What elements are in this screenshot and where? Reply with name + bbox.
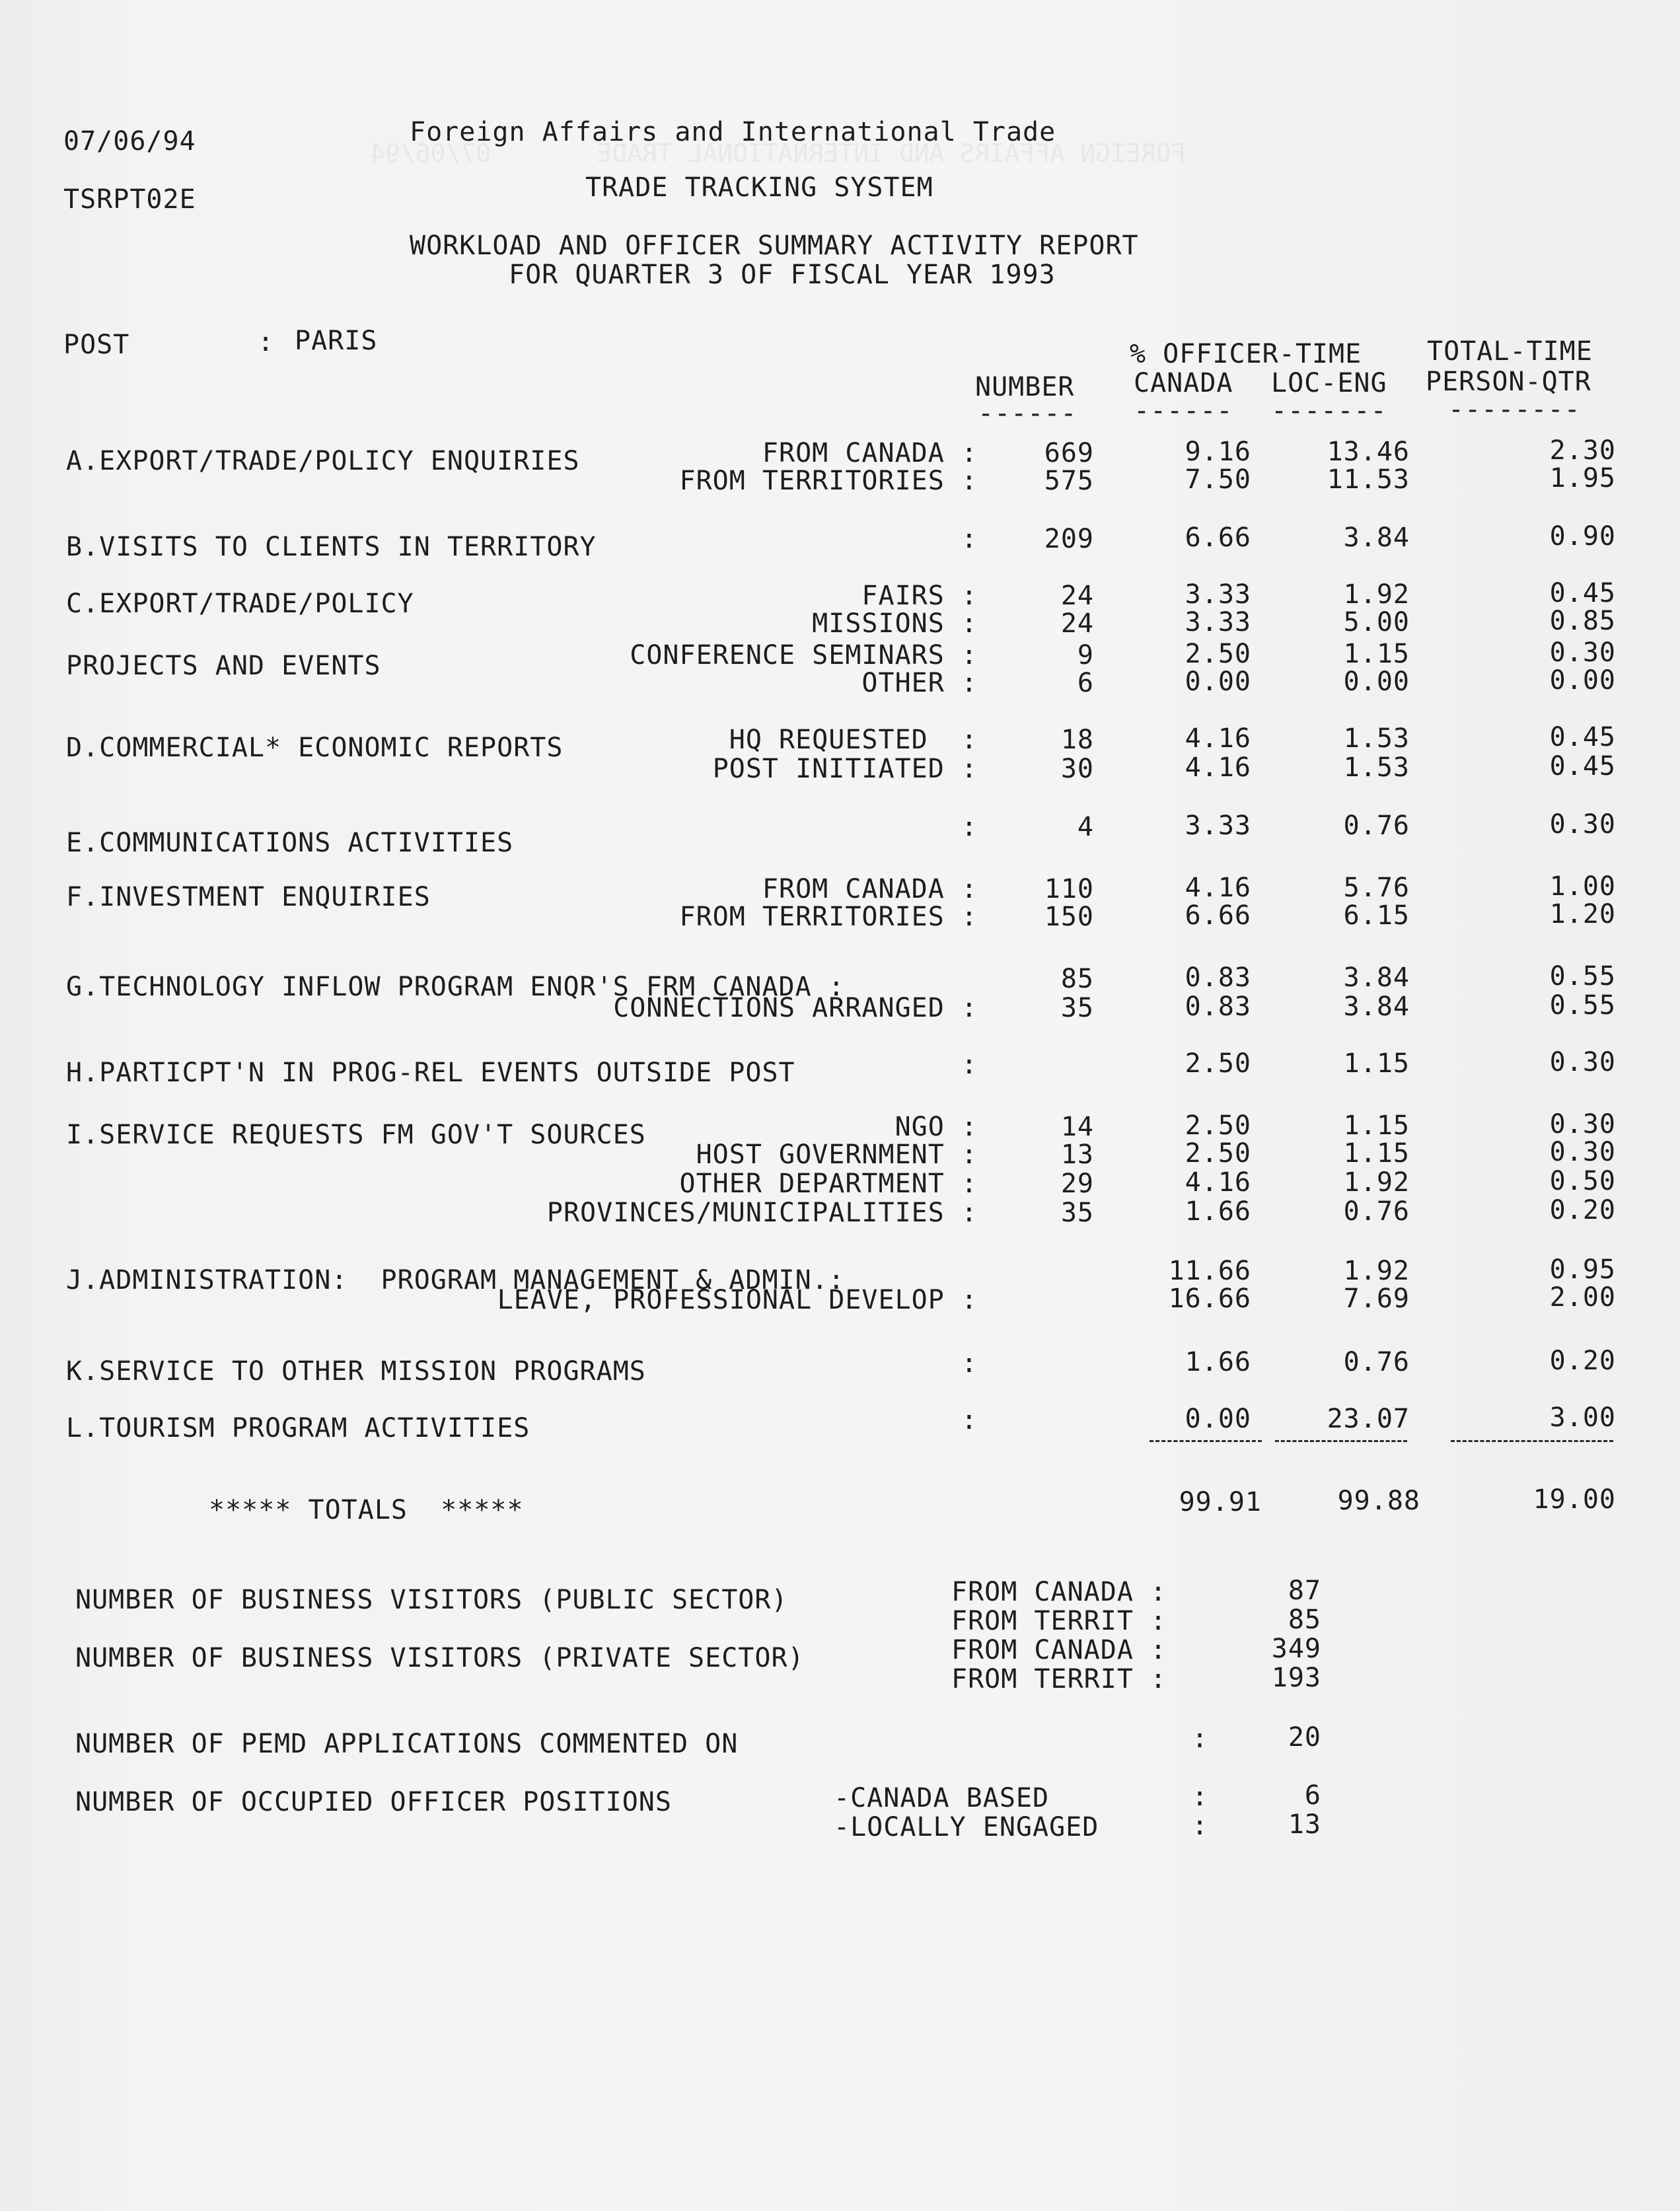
row-loc-eng-pct: 5.00 — [1343, 607, 1410, 637]
canada-based-value: 6 — [1304, 1780, 1321, 1811]
public-from-canada: FROM CANADA : — [951, 1577, 1167, 1607]
row-person-qtr: 1.00 — [1549, 871, 1616, 902]
private-visitors-label: NUMBER OF BUSINESS VISITORS (PRIVATE SECTOR) — [75, 1643, 805, 1673]
row-sub-label: FAIRS : — [861, 581, 978, 611]
totals-loc-eng: 99.88 — [1337, 1486, 1420, 1516]
row-canada-pct: 3.33 — [1185, 811, 1251, 841]
row-person-qtr: 1.20 — [1549, 899, 1616, 929]
row-canada-pct: 4.16 — [1185, 752, 1251, 783]
public-canada-value: 87 — [1288, 1576, 1321, 1606]
row-loc-eng-pct: 3.84 — [1343, 523, 1410, 553]
public-from-territ: FROM TERRIT : — [951, 1606, 1167, 1636]
row-canada-pct: 11.66 — [1168, 1256, 1251, 1286]
row-canada-pct: 3.33 — [1185, 579, 1251, 610]
pemd-label: NUMBER OF PEMD APPLICATIONS COMMENTED ON — [75, 1729, 739, 1759]
row-canada-pct: 7.50 — [1185, 464, 1251, 495]
row-person-qtr: 0.30 — [1549, 1047, 1616, 1077]
row-sub-label: : — [961, 1050, 978, 1080]
row-sub-label: PROVINCES/MUNICIPALITIES : — [546, 1198, 978, 1228]
row-number: 24 — [1060, 581, 1094, 611]
row-person-qtr: 0.85 — [1549, 606, 1616, 636]
row-section-label: A.EXPORT/TRADE/POLICY ENQUIRIES — [66, 446, 580, 476]
row-number: 575 — [1044, 466, 1094, 496]
row-section-label: B.VISITS TO CLIENTS IN TERRITORY — [66, 532, 597, 562]
col-loceng-rule: ------- — [1271, 396, 1387, 426]
col-number: NUMBER — [975, 372, 1075, 402]
locally-engaged-separator: : — [1192, 1811, 1209, 1841]
row-loc-eng-pct: 1.15 — [1343, 639, 1410, 669]
col-loc-eng: LOC-ENG — [1271, 368, 1387, 398]
row-loc-eng-pct: 7.69 — [1343, 1284, 1410, 1314]
row-loc-eng-pct: 23.07 — [1327, 1404, 1410, 1434]
row-canada-pct: 4.16 — [1185, 723, 1251, 754]
row-canada-pct: 6.66 — [1185, 900, 1251, 931]
row-canada-pct: 2.50 — [1185, 1138, 1251, 1169]
row-number: 29 — [1060, 1169, 1094, 1199]
row-number: 110 — [1044, 874, 1094, 904]
total-rule-personqtr — [1451, 1440, 1613, 1442]
row-sub-label: : — [961, 1405, 978, 1435]
private-canada-value: 349 — [1271, 1634, 1321, 1664]
row-canada-pct: 6.66 — [1185, 523, 1251, 553]
row-canada-pct: 1.66 — [1185, 1347, 1251, 1377]
row-person-qtr: 0.45 — [1549, 722, 1616, 752]
row-loc-eng-pct: 1.15 — [1343, 1138, 1410, 1169]
row-section-label: D.COMMERCIAL* ECONOMIC REPORTS — [66, 733, 564, 763]
row-sub-label: OTHER : — [861, 668, 978, 698]
row-sub-label: POST INITIATED : — [712, 754, 978, 784]
row-sub-label: CONNECTIONS ARRANGED : — [613, 993, 978, 1023]
row-canada-pct: 4.16 — [1185, 1167, 1251, 1198]
row-canada-pct: 0.00 — [1185, 667, 1251, 697]
row-loc-eng-pct: 0.76 — [1343, 1196, 1410, 1227]
col-officer-time: % OFFICER-TIME — [1130, 339, 1362, 369]
row-person-qtr: 0.30 — [1549, 1137, 1616, 1167]
row-person-qtr: 0.45 — [1549, 578, 1616, 608]
row-number: 4 — [1077, 812, 1094, 842]
row-number: 14 — [1060, 1112, 1094, 1142]
row-person-qtr: 3.00 — [1549, 1402, 1616, 1433]
total-rule-canada — [1150, 1440, 1262, 1442]
row-loc-eng-pct: 1.15 — [1343, 1110, 1410, 1141]
row-canada-pct: 3.33 — [1185, 607, 1251, 637]
row-person-qtr: 0.20 — [1549, 1195, 1616, 1225]
row-number: 35 — [1060, 993, 1094, 1023]
total-rule-loceng — [1275, 1440, 1407, 1442]
row-canada-pct: 0.83 — [1185, 962, 1251, 993]
col-person-qtr: PERSON-QTR — [1426, 367, 1591, 397]
post-separator: : — [258, 327, 275, 357]
row-person-qtr: 0.30 — [1549, 1109, 1616, 1140]
row-loc-eng-pct: 0.76 — [1343, 811, 1410, 841]
private-from-canada: FROM CANADA : — [951, 1635, 1167, 1665]
system-name: TRADE TRACKING SYSTEM — [585, 172, 933, 203]
row-section-label: PROJECTS AND EVENTS — [66, 651, 381, 681]
row-person-qtr: 1.95 — [1549, 463, 1616, 493]
department-name: Foreign Affairs and International Trade — [410, 117, 1056, 147]
report-id: TSRPT02E — [63, 184, 196, 215]
private-territ-value: 193 — [1271, 1663, 1321, 1693]
row-loc-eng-pct: 1.92 — [1343, 1167, 1410, 1198]
row-person-qtr: 2.30 — [1549, 435, 1616, 466]
row-loc-eng-pct: 3.84 — [1343, 992, 1410, 1022]
row-person-qtr: 0.55 — [1549, 990, 1616, 1021]
row-section-label: J.ADMINISTRATION: PROGRAM MANAGEMENT & ADMIN.: — [66, 1265, 845, 1295]
row-canada-pct: 16.66 — [1168, 1284, 1251, 1314]
row-loc-eng-pct: 1.15 — [1343, 1048, 1410, 1079]
row-canada-pct: 2.50 — [1185, 1110, 1251, 1141]
totals-person-qtr: 19.00 — [1533, 1484, 1616, 1515]
row-number: 85 — [1060, 964, 1094, 994]
row-number: 6 — [1077, 668, 1094, 698]
canada-based-separator: : — [1192, 1782, 1209, 1812]
col-personqtr-rule: -------- — [1448, 394, 1581, 425]
row-person-qtr: 0.55 — [1549, 961, 1616, 992]
row-sub-label: FROM CANADA : — [762, 874, 978, 904]
row-sub-label: FROM CANADA : — [762, 438, 978, 468]
row-canada-pct: 0.00 — [1185, 1404, 1251, 1434]
locally-engaged-label: -LOCALLY ENGAGED — [834, 1812, 1099, 1842]
col-number-rule: ------ — [978, 398, 1077, 429]
row-number: 13 — [1060, 1140, 1094, 1170]
row-section-label: F.INVESTMENT ENQUIRIES — [66, 882, 431, 912]
row-number: 9 — [1077, 640, 1094, 671]
locally-engaged-value: 13 — [1288, 1809, 1321, 1840]
row-sub-label: LEAVE, PROFESSIONAL DEVELOP : — [497, 1285, 978, 1315]
row-number: 150 — [1044, 902, 1094, 932]
row-person-qtr: 2.00 — [1549, 1282, 1616, 1313]
row-canada-pct: 0.83 — [1185, 992, 1251, 1022]
row-number: 35 — [1060, 1198, 1094, 1228]
pemd-value: 20 — [1288, 1722, 1321, 1753]
row-loc-eng-pct: 11.53 — [1327, 464, 1410, 495]
public-visitors-label: NUMBER OF BUSINESS VISITORS (PUBLIC SECTOR) — [75, 1585, 788, 1615]
col-canada: CANADA — [1134, 368, 1233, 398]
row-loc-eng-pct: 6.15 — [1343, 900, 1410, 931]
row-sub-label: HQ REQUESTED : — [729, 725, 978, 755]
row-loc-eng-pct: 1.92 — [1343, 1256, 1410, 1286]
totals-label: ***** TOTALS ***** — [209, 1495, 524, 1525]
row-sub-label: NGO : — [895, 1112, 978, 1142]
row-person-qtr: 0.45 — [1549, 751, 1616, 781]
row-canada-pct: 9.16 — [1185, 437, 1251, 467]
row-loc-eng-pct: 3.84 — [1343, 962, 1410, 993]
row-section-label: C.EXPORT/TRADE/POLICY — [66, 589, 414, 619]
row-number: 30 — [1060, 754, 1094, 784]
row-canada-pct: 1.66 — [1185, 1196, 1251, 1227]
row-person-qtr: 0.90 — [1549, 521, 1616, 552]
canada-based-label: -CANADA BASED — [834, 1783, 1050, 1813]
row-sub-label: FROM TERRITORIES : — [679, 902, 978, 932]
row-section-label: L.TOURISM PROGRAM ACTIVITIES — [66, 1413, 530, 1443]
row-section-label: H.PARTICPT'N IN PROG-REL EVENTS OUTSIDE POST — [66, 1058, 795, 1088]
row-loc-eng-pct: 13.46 — [1327, 437, 1410, 467]
positions-label: NUMBER OF OCCUPIED OFFICER POSITIONS — [75, 1787, 672, 1817]
row-sub-label: CONFERENCE SEMINARS : — [630, 640, 978, 671]
report-subtitle: FOR QUARTER 3 OF FISCAL YEAR 1993 — [509, 260, 1056, 290]
row-loc-eng-pct: 5.76 — [1343, 873, 1410, 903]
row-loc-eng-pct: 0.00 — [1343, 667, 1410, 697]
row-person-qtr: 0.95 — [1549, 1254, 1616, 1285]
row-sub-label: : — [961, 1348, 978, 1379]
row-section-label: I.SERVICE REQUESTS FM GOV'T SOURCES — [66, 1120, 646, 1150]
row-canada-pct: 4.16 — [1185, 873, 1251, 903]
row-loc-eng-pct: 0.76 — [1343, 1347, 1410, 1377]
row-number: 669 — [1044, 438, 1094, 468]
private-from-territ: FROM TERRIT : — [951, 1664, 1167, 1694]
row-sub-label: FROM TERRITORIES : — [679, 466, 978, 496]
public-territ-value: 85 — [1288, 1605, 1321, 1635]
row-sub-label: : — [961, 812, 978, 842]
row-loc-eng-pct: 1.53 — [1343, 752, 1410, 783]
row-person-qtr: 0.30 — [1549, 637, 1616, 668]
row-canada-pct: 2.50 — [1185, 1048, 1251, 1079]
row-sub-label: OTHER DEPARTMENT : — [679, 1169, 978, 1199]
row-section-label: G.TECHNOLOGY INFLOW PROGRAM ENQR'S FRM CANADA : — [66, 972, 845, 1002]
row-person-qtr: 0.20 — [1549, 1346, 1616, 1376]
row-sub-label: HOST GOVERNMENT : — [696, 1140, 978, 1170]
row-person-qtr: 0.50 — [1549, 1166, 1616, 1196]
pemd-separator: : — [1192, 1723, 1209, 1754]
totals-canada: 99.91 — [1179, 1487, 1262, 1517]
row-number: 18 — [1060, 725, 1094, 755]
row-sub-label: MISSIONS : — [812, 608, 978, 639]
report-title: WORKLOAD AND OFFICER SUMMARY ACTIVITY REPORT — [410, 231, 1139, 261]
row-section-label: K.SERVICE TO OTHER MISSION PROGRAMS — [66, 1356, 646, 1387]
row-sub-label: : — [961, 524, 978, 554]
post-label: POST — [63, 330, 130, 360]
row-number: 24 — [1060, 608, 1094, 639]
row-section-label: E.COMMUNICATIONS ACTIVITIES — [66, 828, 514, 858]
row-number: 209 — [1044, 524, 1094, 554]
col-total-time: TOTAL-TIME — [1427, 336, 1593, 367]
row-loc-eng-pct: 1.53 — [1343, 723, 1410, 754]
report-date: 07/06/94 — [63, 126, 196, 157]
col-canada-rule: ------ — [1134, 396, 1233, 426]
row-person-qtr: 0.00 — [1549, 665, 1616, 696]
row-loc-eng-pct: 1.92 — [1343, 579, 1410, 610]
post-value: PARIS — [295, 326, 378, 356]
row-person-qtr: 0.30 — [1549, 809, 1616, 840]
row-canada-pct: 2.50 — [1185, 639, 1251, 669]
